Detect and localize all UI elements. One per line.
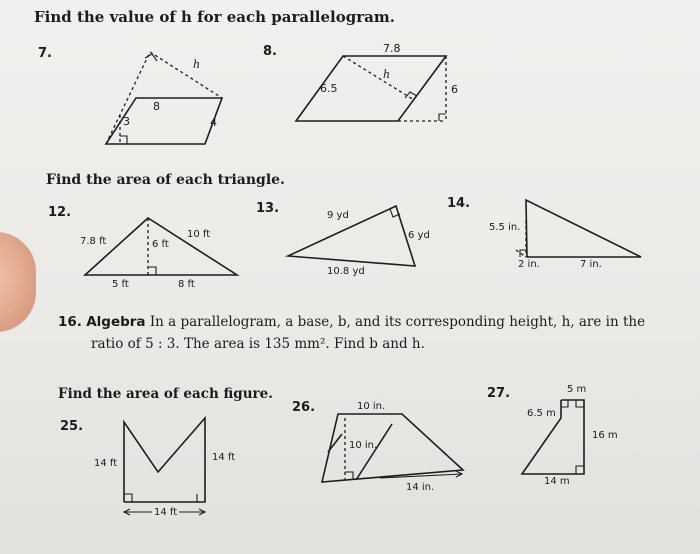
problem-26-label-height: 10 in. (349, 440, 378, 451)
problem-26-label-base: 14 in. (406, 482, 435, 493)
problem-27-label-top: 5 m (567, 384, 587, 395)
problem-27-label-right: 16 m (592, 430, 618, 441)
problem-12-label-height: 6 ft (152, 239, 169, 250)
problem-8-label-right: 6 (451, 83, 458, 96)
problem-14-label-height: 5.5 in. (489, 222, 521, 233)
problem-25-label-left: 14 ft (94, 458, 118, 469)
problem-12-label-base-right: 8 ft (178, 279, 195, 290)
heading-figures: Find the area of each figure. (58, 386, 273, 402)
problem-13-label-top: 9 yd (327, 210, 349, 221)
problem-13-label-base: 10.8 yd (327, 266, 365, 277)
problem-26-label-top: 10 in. (357, 401, 386, 412)
problem-12-label-base-left: 5 ft (112, 279, 129, 290)
problem-12-number: 12. (48, 205, 72, 220)
heading-triangles: Find the area of each triangle. (46, 172, 285, 188)
problem-26-number: 26. (292, 400, 316, 415)
problem-16-bold-label: Algebra (86, 314, 146, 330)
heading-parallelograms: Find the value of h for each parallelogram. (34, 8, 395, 26)
problem-12-label-left: 7.8 ft (80, 236, 107, 247)
problem-14-label-base-left: 2 in. (518, 259, 540, 270)
problem-14-number: 14. (447, 196, 471, 211)
problem-8-label-left: 6.5 (320, 82, 338, 95)
problem-7-number: 7. (38, 46, 52, 61)
problem-7-label-left: 3 (123, 115, 130, 128)
problem-7-label-h: h (193, 58, 201, 71)
problem-25-label-right: 14 ft (212, 452, 236, 463)
problem-16-line-2: ratio of 5 : 3. The area is 135 mm². Find b and h. (91, 336, 425, 352)
problem-13-label-right: 6 yd (408, 230, 430, 241)
problem-7-label-right: 4 (210, 116, 217, 129)
problem-8-number: 8. (263, 44, 277, 59)
problem-27-number: 27. (487, 386, 511, 401)
problem-12-label-right: 10 ft (187, 229, 211, 240)
problem-27-label-left: 6.5 m (527, 408, 556, 419)
problem-13-number: 13. (256, 201, 280, 216)
problem-8-label-top: 7.8 (383, 42, 401, 55)
problem-27-label-base: 14 m (544, 476, 570, 487)
problem-16-text-1: In a parallelogram, a base, b, and its corresponding height, h, are in the (145, 314, 646, 330)
problem-25-label-base: 14 ft (154, 507, 178, 518)
problem-14-label-base-right: 7 in. (580, 259, 602, 270)
problem-16-number: 16. (58, 314, 82, 330)
problem-25-number: 25. (60, 419, 84, 434)
problem-8-label-h: h (383, 68, 391, 81)
problem-7-label-base: 8 (153, 100, 160, 113)
